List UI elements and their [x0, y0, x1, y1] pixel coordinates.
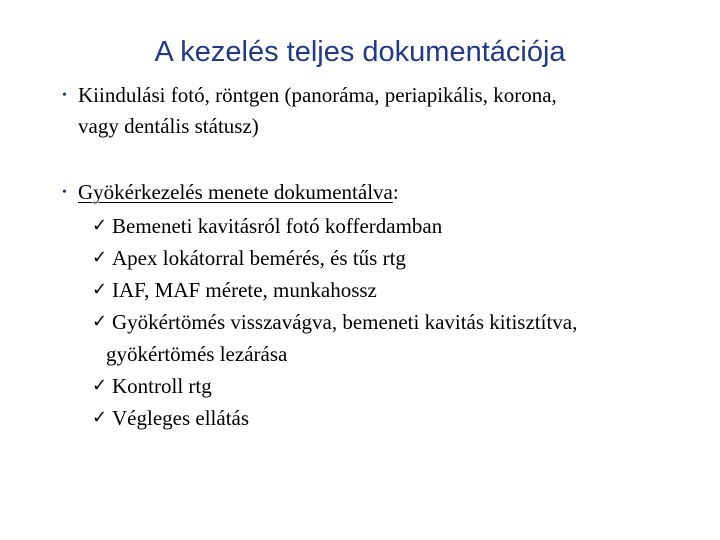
slide-title: A kezelés teljes dokumentációja	[154, 36, 566, 68]
checkmark-icon: ✓	[92, 375, 108, 396]
checklist	[92, 210, 577, 434]
bullet-item-initial-records	[62, 80, 557, 142]
checklist-item	[92, 306, 577, 338]
checkmark-icon: ✓	[92, 279, 108, 300]
checkmark-icon: ✓	[92, 247, 108, 268]
checklist-item-text: Apex lokátorral bemérés, és tűs rtg	[112, 246, 406, 270]
checklist-item-text: Gyökértömés visszavágva, bemeneti kavitás kitisztítva,	[112, 310, 578, 334]
bullet-text-line-2: vagy dentális státusz)	[78, 114, 259, 138]
checklist-item	[92, 402, 577, 434]
checkmark-icon: ✓	[92, 407, 108, 428]
bullet-heading: Gyökérkezelés menete dokumentálva	[78, 180, 393, 204]
bullet-heading-colon: :	[392, 180, 399, 204]
checklist-item	[92, 274, 577, 306]
bullet-text-line-1: Kiindulási fotó, röntgen (panoráma, periapikális, korona,	[78, 83, 557, 107]
bullet-dot-icon: •	[62, 185, 67, 200]
checklist-item-text: Kontroll rtg	[112, 374, 212, 398]
bullet-item-root-canal-documentation	[62, 177, 399, 208]
checklist-item-text: IAF, MAF mérete, munkahossz	[112, 278, 377, 302]
checkmark-icon: ✓	[92, 311, 108, 332]
checklist-item-continuation: gyökértömés lezárása	[106, 342, 288, 366]
checklist-item-text: Bemeneti kavitásról fotó kofferdamban	[112, 214, 443, 238]
checkmark-icon: ✓	[92, 215, 108, 236]
bullet-heading-line	[62, 177, 399, 208]
bullet-line-1	[62, 80, 557, 111]
checklist-item	[92, 242, 577, 274]
checklist-item-text: Végleges ellátás	[112, 406, 250, 430]
bullet-dot-icon: •	[62, 88, 67, 103]
checklist-item	[92, 370, 577, 402]
checklist-item	[92, 210, 577, 242]
